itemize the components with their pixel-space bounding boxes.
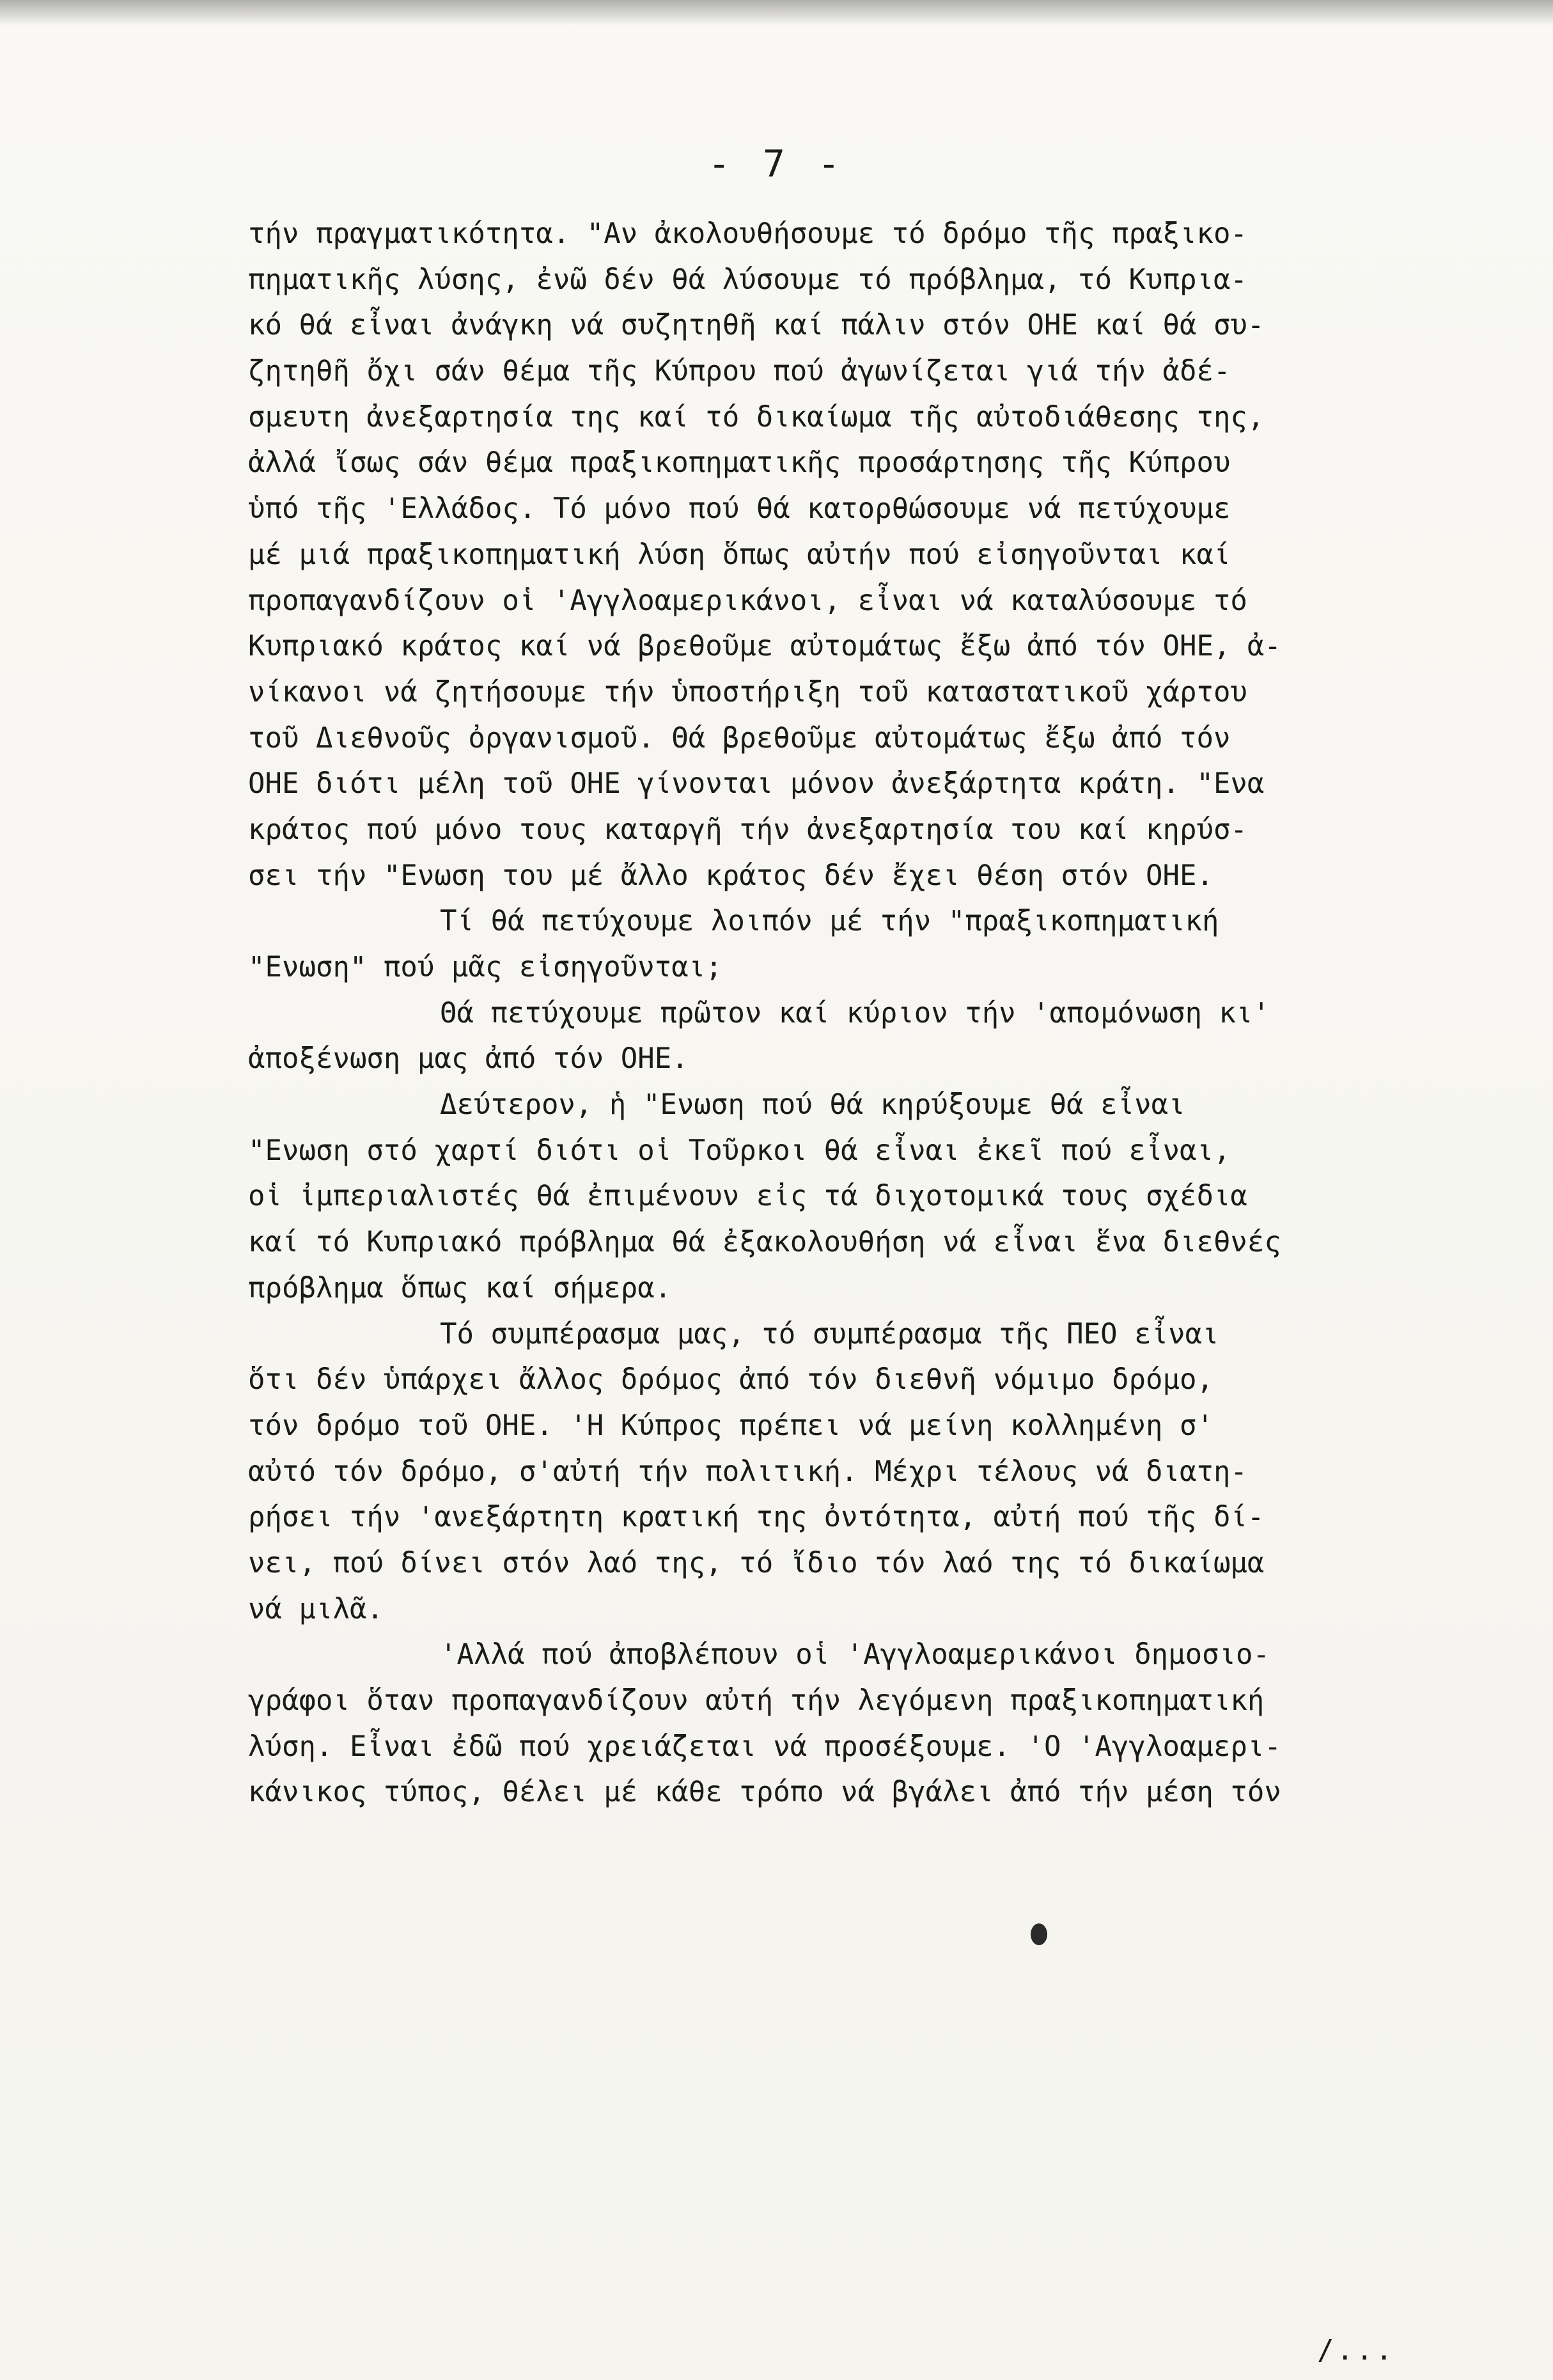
text-line: σει τήν "Ενωση του μέ ἄλλο κράτος δέν ἔχει θέση στόν ΟΗΕ. [248,859,1214,892]
page-number: - 7 - [708,142,845,185]
text-line: νει, πού δίνει στόν λαό της, τό ἴδιο τόν λαό της τό δικαίωμα [248,1546,1265,1579]
scan-edge-shadow [0,0,1553,26]
text-line: πηματικῆς λύσης, ἐνῶ δέν θά λύσουμε τό πρόβλημα, τό Κυπρια- [248,263,1247,296]
text-line: Τί θά πετύχουμε λοιπόν μέ τήν "πραξικοπηματική [440,905,1219,938]
body-text [248,211,1463,1815]
text-line: 'Αλλά πού ἀποβλέπουν οἱ 'Αγγλοαμερικάνοι δημοσιο- [440,1638,1270,1671]
text-line: κάνικος τύπος, θέλει μέ κάθε τρόπο νά βγάλει ἀπό τήν μέση τόν [248,1776,1281,1809]
text-line: Τό συμπέρασμα μας, τό συμπέρασμα τῆς ΠΕΟ εἶναι [440,1317,1219,1350]
text-line: πρόβλημα ὅπως καί σήμερα. [248,1271,672,1304]
text-line: προπαγανδίζουν οἱ 'Αγγλοαμερικάνοι, εἶναι νά καταλύσουμε τό [248,584,1247,617]
text-line: ἀποξένωση μας ἀπό τόν ΟΗΕ. [248,1042,689,1076]
text-line: τοῦ Διεθνοῦς ὀργανισμοῦ. Θά βρεθοῦμε αὐτομάτως ἔξω ἀπό τόν [248,721,1231,755]
text-line: ΟΗΕ διότι μέλη τοῦ ΟΗΕ γίνονται μόνον ἀνεξάρτητα κράτη. "Ενα [248,767,1265,801]
text-line: λύση. Εἶναι ἐδῶ πού χρειάζεται νά προσέξουμε. 'Ο 'Αγγλοαμερι- [248,1730,1281,1763]
text-line: ἀλλά ἴσως σάν θέμα πραξικοπηματικῆς προσάρτησης τῆς Κύπρου [248,446,1231,480]
text-line: κό θά εἶναι ἀνάγκη νά συζητηθῆ καί πάλιν στόν ΟΗΕ καί θά συ- [248,309,1265,342]
text-line: οἱ ἰμπεριαλιστές θά ἐπιμένουν εἰς τά διχοτομικά τους σχέδια [248,1180,1247,1213]
text-line: κράτος πού μόνο τους καταργῆ τήν ἀνεξαρτησία του καί κηρύσ- [248,813,1247,846]
text-line: σμευτη ἀνεξαρτησία της καί τό δικαίωμα τῆς αὐτοδιάθεσης της, [248,400,1265,434]
text-line: "Ενωση" πού μᾶς εἰσηγοῦνται; [248,951,722,983]
text-line: ζητηθῆ ὄχι σάν θέμα τῆς Κύπρου πού ἀγωνίζεται γιά τήν ἀδέ- [248,355,1231,388]
text-line: νά μιλᾶ. [248,1592,384,1625]
text-line: γράφοι ὅταν προπαγανδίζουν αὐτή τήν λεγόμενη πραξικοπηματική [248,1684,1265,1717]
text-line: "Ενωση στό χαρτί διότι οἱ Τοῦρκοι θά εἶναι ἐκεῖ πού εἶναι, [248,1134,1231,1167]
text-line: τήν πραγματικότητα. "Αν ἀκολουθήσουμε τό δρόμο τῆς πραξικο- [248,217,1247,250]
ink-dot-mark [1031,1923,1047,1945]
text-line: νίκανοι νά ζητήσουμε τήν ὑποστήριξη τοῦ καταστατικοῦ χάρτου [248,675,1247,709]
continuation-mark: /... [1317,2334,1395,2367]
text-line: Θά πετύχουμε πρῶτον καί κύριον τήν 'απομόνωση κι' [440,996,1270,1030]
text-line: μέ μιά πραξικοπηματική λύση ὅπως αὐτήν πού εἰσηγοῦνται καί [248,538,1231,571]
text-line: Δεύτερον, ἡ "Ενωση πού θά κηρύξουμε θά εἶναι [440,1088,1185,1122]
text-line: ρήσει τήν 'ανεξάρτητη κρατική της ὀντότητα, αὐτή πού τῆς δί- [248,1501,1265,1534]
text-line: καί τό Κυπριακό πρόβλημα θά ἐξακολουθήση νά εἶναι ἕνα διεθνές [248,1226,1281,1259]
text-line: ὅτι δέν ὑπάρχει ἄλλος δρόμος ἀπό τόν διεθνῆ νόμιμο δρόμο, [248,1363,1214,1397]
text-line: Κυπριακό κράτος καί νά βρεθοῦμε αὐτομάτως ἔξω ἀπό τόν ΟΗΕ, ἀ- [248,630,1281,663]
text-line: αὐτό τόν δρόμο, σ'αὐτή τήν πολιτική. Μέχρι τέλους νά διατη- [248,1455,1247,1488]
text-line: ὑπό τῆς 'Ελλάδος. Τό μόνο πού θά κατορθώσουμε νά πετύχουμε [248,492,1231,526]
text-line: τόν δρόμο τοῦ ΟΗΕ. 'Η Κύπρος πρέπει νά μείνη κολλημένη σ' [248,1409,1214,1442]
